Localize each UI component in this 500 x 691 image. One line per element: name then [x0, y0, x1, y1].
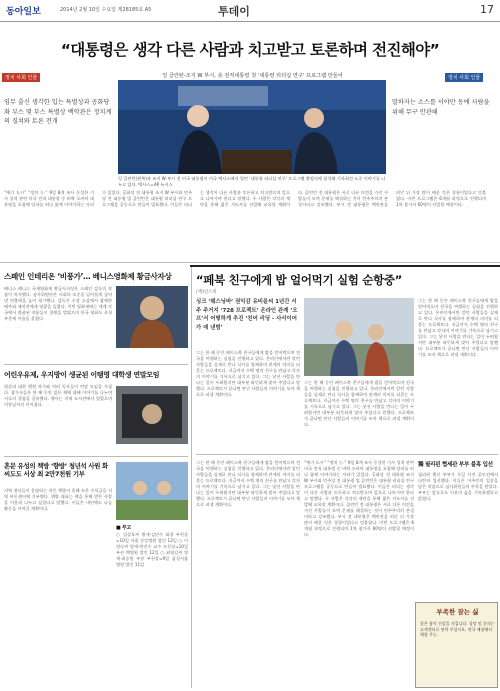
- announcements-title: ■ 부고: [116, 525, 131, 531]
- feature-body-a: 그는 한 해 동안 페이스북 친구들에게 밥을 얻어먹으며 전국을 여행하는 실험을 진행하고 있다. 온라인에서만 알던 사람들을 실제로 만나 식사를 함께하며 관계의 의미를 되묻는 프로젝트다. 지금까지 수백 명의 친구를 만났고 각자의 이야기를 기록으로 남기고 있다. 그는 낯선 사람을 만나는 일이 두려웠지만 대부분 따뜻하게 맞아 주었다고 말했다. 프로젝트가 끝나면 만난 사람들의 이야기를 모아 책으로 펴낼 계획이다.: [196, 350, 300, 397]
- feature-title: “페북 친구에게 밥 얼어먹기 실험 순항중”: [196, 273, 402, 287]
- story-photo-1: [116, 286, 188, 348]
- story-title-1: 스페인 인테리온 ‘비풍가’… 베니스영화제 황금사자상: [4, 272, 172, 281]
- ad-body: 좋은 잠이 건강을 지킵니다. 상담 및 문의는 고객센터로 연락 주십시오. 전국 매장에서 체험 가능.: [420, 621, 495, 637]
- story-photo-2-illustration: [116, 386, 188, 444]
- lead-body: “얘기 도시” “정치 능.” 9일 8개 조사 동성한 기사 성격 관련 미국 전직 대통령 중 버락 오바마 대통령을 포함해 당파를 떠나 함께 이야기하는 자리가 있었다. 공화당 전 대통령 조지 W 부시와 민주당 전 대통령 빌 클린턴은 대통령 리더십 연구 프로그램을 공동으로 만들어 발표했다. 이들은 리더는 생각이 다른 사람과 토론하고 치고받으며 앞으로 나아가야 한다고 말했다. 두 사람은 각각의 재단을 통해 젊은 지도자를 선발해 교육할 계획이다. 클린턴 전 대통령은 서로 다른 의견을 가진 사람들이 모여 문제를 해결하는 것이 민주주의의 본질이라고 강조했다. 부시 전 대통령은 백악관을 떠난 뒤 가장 많이 배운 것은 경청이었다고 덧붙였다. 이번 프로그램은 6개월 과정으로 진행되며 1차 참가자 60명이 선발될 예정이다.: [4, 190, 486, 207]
- lead-tagline: 잉 클린턴-조지 W 부시, 美 전직대통령 첫 ‘대통령 리더십 연구’ 프로그램 만들어: [162, 73, 343, 79]
- story-title-2: 어린우유제, 우지방이 생균된 이탱영 대학생 연말모임: [4, 371, 160, 379]
- lead-photo-illustration: [118, 80, 386, 174]
- page-number: 17: [480, 3, 494, 16]
- lead-deck-left: 임무 출신 생각한 입는 특별상과 공화당 좌 부스 몇 부스 특별상 백악관은 정치계의 질쳐와 토론 전개: [4, 99, 112, 125]
- ad-title: 부족한 잠는 싫: [436, 608, 479, 616]
- feature-body-c: 그는 한 해 동안 페이스북 친구들에게 밥을 얻어먹으며 전국을 여행하는 실험을 진행하고 있다. 온라인에서만 알던 사람들을 실제로 만나 식사를 함께하며 관계의 의미를 되묻는 프로젝트다. 지금까지 수백 명의 친구를 만났고 각자의 이야기를 기록으로 남기고 있다. 그는 낯선 사람을 만나는 일이 두려웠지만 대부분 따뜻하게 맞아 주었다고 말했다. 프로젝트가 끝나면 만난 사람들의 이야기를 모아 책으로 펴낼 계획이다.: [418, 298, 498, 357]
- masthead-logo: 동아일보: [6, 7, 41, 17]
- divider: [4, 364, 188, 365]
- story-title-5: 獨 필리핀 협세관 부부 불혹 입선: [418, 462, 493, 468]
- story-body-1: 베니스 레니스 국제영화제 황금사자상은 스페인 감독의 작품이 차지했다. 심사위원단은 사회의 모순을 날카롭게 짚어낸 연출력을 높이 평가했다. 감독은 수상 소감에서 함께한 배우와 제작진에게 영광을 돌렸다. 이번 영화제에는 세계 각국에서 출품된 작품들이 경쟁을 벌였으며 한국 영화도 초청 부문에 이름을 올렸다.: [4, 286, 112, 321]
- main-headline: “대통령은 생각 다른 사람과 치고받고 토론하며 전진해야”: [60, 41, 440, 59]
- announcements-body: ○ 김상호씨 별세·김민수 회장 부친상=10일 서울 중앙병원 발인 12일 ○ 이정숙씨 별세·박진수 교수 모친상=10일 부산 백병원 발인 12일 ○ 최영길씨 별세·최승원 부장 부친상=9일 삼성서울병원 발인 11일: [116, 532, 188, 567]
- story-title-3: 혼문 유성의 책방 ‘향방’ 청년석 사원 화씨도도 서상 최 2만7천원 기부: [4, 462, 108, 478]
- story-photo-2: [116, 386, 188, 444]
- story-photo-3-illustration: [116, 462, 188, 520]
- lower-body-a: 그는 한 해 동안 페이스북 친구들에게 밥을 얻어먹으며 전국을 여행하는 실험을 진행하고 있다. 온라인에서만 알던 사람들을 실제로 만나 식사를 함께하며 관계의 의미를 되묻는 프로젝트다. 지금까지 수백 명의 친구를 만났고 각자의 이야기를 기록으로 남기고 있다. 그는 낯선 사람을 만나는 일이 두려웠지만 대부분 따뜻하게 맞아 주었다고 말했다. 프로젝트가 끝나면 만난 사람들의 이야기를 모아 책으로 펴낼 계획이다.: [196, 460, 300, 507]
- feature-rule: [190, 265, 500, 267]
- lead-photo-caption: 잉 클린턴(왼쪽)과 조지 W 부시 전 미국 대통령이 미국 텍사스에서 열린 ‘대통령 리더십 연구’ 프로그램 출범식에 참석해 기자회견 도중 이야기를 나누고 있다. 텍사스=AP 뉴시스: [118, 176, 386, 187]
- lower-body-b: “얘기 도시” “정치 능.” 9일 8개 조사 동성한 기사 성격 관련 미국 전직 대통령 중 버락 오바마 대통령을 포함해 당파를 떠나 함께 이야기하는 자리가 있었다. 공화당 전 대통령 조지 W 부시와 민주당 전 대통령 빌 클린턴은 대통령 리더십 연구 프로그램을 공동으로 만들어 발표했다. 이들은 리더는 생각이 다른 사람과 토론하고 치고받으며 앞으로 나아가야 한다고 말했다. 두 사람은 각각의 재단을 통해 젊은 지도자를 선발해 교육할 계획이다. 클린턴 전 대통령은 서로 다른 의견을 가진 사람들이 모여 문제를 해결하는 것이 민주주의의 본질이라고 강조했다. 부시 전 대통령은 백악관을 떠난 뒤 가장 많이 배운 것은 경청이었다고 덧붙였다. 이번 프로그램은 6개월 과정으로 진행되며 1차 참가자 60명이 선발될 예정이다.: [304, 460, 414, 537]
- dateline: 2014년 2월 10일 수요일 제28185호 A5: [60, 7, 152, 13]
- feature-kicker: (재)인스북: [196, 290, 217, 295]
- feature-body-b: 그는 한 해 동안 페이스북 친구들에게 밥을 얻어먹으며 전국을 여행하는 실험을 진행하고 있다. 온라인에서만 알던 사람들을 실제로 만나 식사를 함께하며 관계의 의미를 되묻는 프로젝트다. 지금까지 수백 명의 친구를 만났고 각자의 이야기를 기록으로 남기고 있다. 그는 낯선 사람을 만나는 일이 두려웠지만 대부분 따뜻하게 맞아 주었다고 말했다. 프로젝트가 끝나면 만난 사람들의 이야기를 모아 책으로 펴낼 계획이다.: [304, 380, 414, 427]
- story-body-5: 필리핀 출신 부부가 독일 사진 공모전에서 나란히 입선했다. 이들은 이주민의 일상을 담은 작품으로 심사위원들의 주목을 받았다. 부부는 앞으로도 이웃의 삶을 기록하겠다고 밝혔다.: [418, 472, 498, 501]
- feature-subtitle: 싱크 ‘웨스닝바’ 권익감 유비윤씨 1년간 서주 주거지 ‘728 프로젝트’ 온라인 관계 ‘오프’서 어떻하게 추진 ‘친어 리딩 - 사서이어가 데 낸범’: [196, 299, 298, 331]
- lead-tag: 정치 사회 인물: [2, 73, 40, 82]
- page-header: [0, 0, 500, 22]
- lead-photo: [118, 80, 386, 174]
- section-title: 투데이: [218, 5, 250, 18]
- lead-deck-right: 말하자는 소스를 서야만 동에 사람을 위해 무구 안관해: [392, 99, 490, 116]
- feature-photo-illustration: [304, 298, 414, 376]
- divider: [4, 456, 188, 457]
- story-photo-1-illustration: [116, 286, 188, 348]
- story-body-2: 평상과 대한 행원 작가와 여러 독자들이 연말 모임을 가졌다. 참가자들은 한 해 동안 읽은 책에 대해 이야기를 나누며 서로의 경험을 공유했다. 행사는 지역 도서관에서 열렸으며 이튿날까지 이어졌다.: [4, 384, 112, 407]
- divider: [196, 454, 498, 455]
- divider: [0, 262, 500, 263]
- lead-tag-right: 정치 사회 인물: [445, 73, 483, 82]
- story-body-3: 지역 청년들이 운영하는 작은 책방이 올해 모은 수익금을 지역 아동센터에 기부했다. 책방 대표는 책을 통해 받은 사랑을 이웃과 나누고 싶었다고 말했다. 이들은 내년에도 나눔 활동을 이어갈 계획이다.: [4, 488, 112, 511]
- advertisement[interactable]: [415, 602, 498, 688]
- story-photo-3: [116, 462, 188, 520]
- divider: [191, 266, 192, 688]
- feature-photo: [304, 298, 414, 376]
